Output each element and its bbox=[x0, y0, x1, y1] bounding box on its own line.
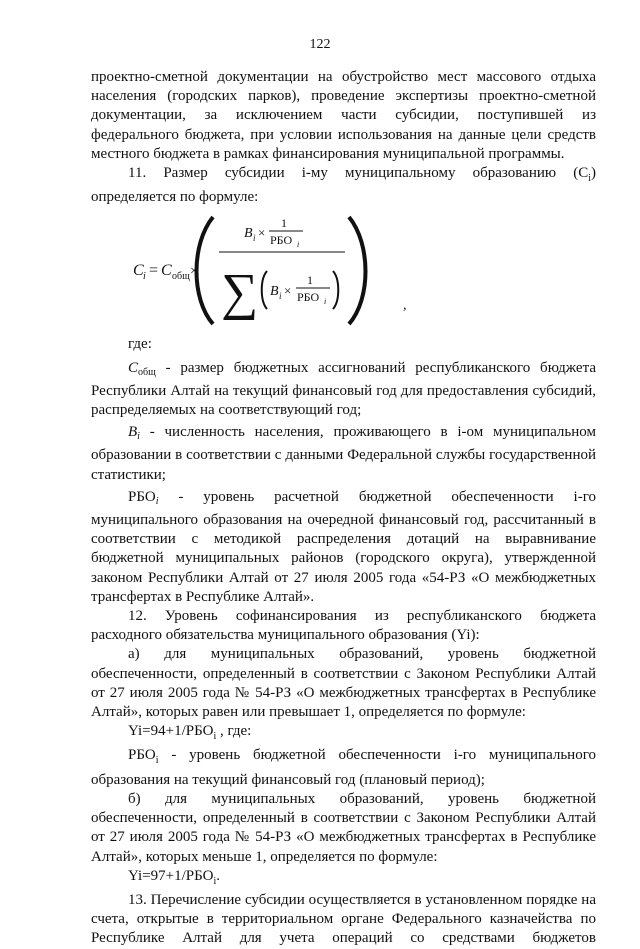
def3-text: - уровень расчетной бюджетной обеспеченности i-го муниципального образования на очередной финансовый год, рассчитанный в соответствии с методикой распределения дотаций на выравнивание бюджетной муниципальных районов (городского округа), утвержденной законом Республики Алтай от 27 июля 2005 года «54-РЗ «О межбюджетных трансфертах в Республике Алтай». bbox=[91, 488, 596, 605]
definition-rboi bbox=[91, 488, 596, 607]
formula-a-text: Yi=94+1/РБО bbox=[128, 723, 214, 740]
formula-num-b-sub: i bbox=[253, 233, 256, 244]
subsidy-formula bbox=[91, 209, 596, 329]
formula-den-rbo-sub: i bbox=[324, 297, 327, 307]
def3-subscript: i bbox=[155, 495, 159, 507]
paragraph-11 bbox=[91, 164, 596, 207]
formula-den-b-sub: i bbox=[279, 291, 282, 302]
page-number: 122 bbox=[309, 37, 331, 52]
definition-cobsh bbox=[91, 359, 596, 421]
def3-symbol: РБО bbox=[128, 488, 156, 505]
formula-ci-sub: i bbox=[143, 271, 146, 283]
formula-a-subscript: i bbox=[213, 731, 217, 743]
formula-comma: , bbox=[403, 298, 407, 314]
definition-bi bbox=[91, 423, 596, 485]
formula-den-right-paren bbox=[333, 271, 338, 309]
formula-num-one: 1 bbox=[281, 216, 287, 231]
rbo-def-text: - уровень бюджетной обеспеченности i-го муниципального образования на текущий финансовый год (плановый период); bbox=[91, 747, 596, 788]
p11-text: 11. Размер субсидии i-му муниципальному образованию (C bbox=[128, 165, 589, 182]
def1-subscript: общ bbox=[138, 366, 156, 378]
formula-b-text: Yi=97+1/РБО bbox=[128, 867, 214, 884]
formula-den-times: × bbox=[284, 283, 292, 299]
p11-subscript: i bbox=[588, 173, 591, 185]
paragraph-12b: б) для муниципальных образований, уровень бюджетной обеспеченности, определенный в соответствии с Законом Республики Алтай от 27 июля 2005 года № 54-РЗ «О межбюджетных трансфертах в Республике Алтай», которых меньше 1, определяется по формуле: bbox=[91, 790, 596, 865]
rbo-definition bbox=[91, 746, 596, 789]
def1-symbol: C bbox=[128, 359, 139, 376]
formula-sigma: ∑ bbox=[221, 264, 259, 322]
p11-text-end: ) определяется по формуле: bbox=[91, 165, 596, 206]
paragraph-13: 13. Перечисление субсидии осуществляется в установленном порядке на счета, открытые в территориальном органе Федерального казначейства по Республике Алтай для учета операций со средствами бюджетов bbox=[91, 891, 596, 947]
formula-a-end: , где: bbox=[216, 723, 252, 740]
formula-right-paren bbox=[349, 217, 366, 324]
formula-den-rbo: РБО bbox=[297, 290, 320, 305]
formula-b-end: . bbox=[216, 867, 220, 884]
formula-den-left-paren bbox=[262, 271, 267, 309]
formula-num-times: × bbox=[258, 225, 266, 241]
formula-cobsh: C bbox=[161, 262, 172, 280]
formula-a bbox=[91, 722, 596, 746]
def2-symbol: B bbox=[128, 424, 138, 441]
formula-cobsh-sub: общ bbox=[172, 271, 190, 283]
rbo-def-symbol: РБО bbox=[128, 747, 156, 764]
def2-text: - численность населения, проживающего в i-ом муниципальном образовании в соответствии с данными Федеральной службы государственной статистики; bbox=[91, 424, 596, 483]
formula-den-b: B bbox=[270, 284, 279, 300]
formula-b bbox=[91, 867, 596, 891]
formula-ci: C bbox=[133, 262, 144, 280]
formula-num-b: B bbox=[244, 226, 253, 242]
document-body bbox=[91, 68, 596, 949]
paragraph-12a: а) для муниципальных образований, уровень бюджетной обеспеченности, определенный в соответствии с Законом Республики Алтай от 27 июля 2005 года № 54-РЗ «О межбюджетных трансфертах в Республике Алтай», которых равен или превышает 1, определяется по формуле: bbox=[91, 646, 596, 721]
def2-subscript: i bbox=[137, 431, 140, 443]
paragraph-12: 12. Уровень софинансирования из республиканского бюджета расходного обязательства муниципального образования (Yi): bbox=[91, 608, 596, 644]
formula-den-one: 1 bbox=[307, 273, 313, 288]
formula-graphic bbox=[121, 209, 451, 327]
where-label: где: bbox=[128, 336, 152, 353]
formula-eq: = bbox=[149, 262, 159, 280]
formula-b-subscript: i bbox=[213, 875, 217, 887]
formula-num-rbo-sub: i bbox=[297, 240, 300, 250]
paragraph-continued: проектно-сметной документации на обустройство мест массового отдыха населения (городских парков), проведение экспертизы проектно-сметной документации, за исключением части субсидии, поступившей из федерального бюджета, при условии использования на данные цели средств местного бюджета в рамках финансирования муниципальной программы. bbox=[91, 69, 596, 162]
def1-text: - размер бюджетных ассигнований республиканского бюджета Республики Алтай на текущий финансовый год для предоставления субсидий, распределяемых на соответствующий год; bbox=[91, 359, 596, 419]
formula-times: × bbox=[190, 264, 198, 280]
formula-left-paren bbox=[197, 217, 214, 324]
formula-num-rbo: РБО bbox=[270, 233, 293, 248]
rbo-def-subscript: i bbox=[155, 755, 159, 767]
